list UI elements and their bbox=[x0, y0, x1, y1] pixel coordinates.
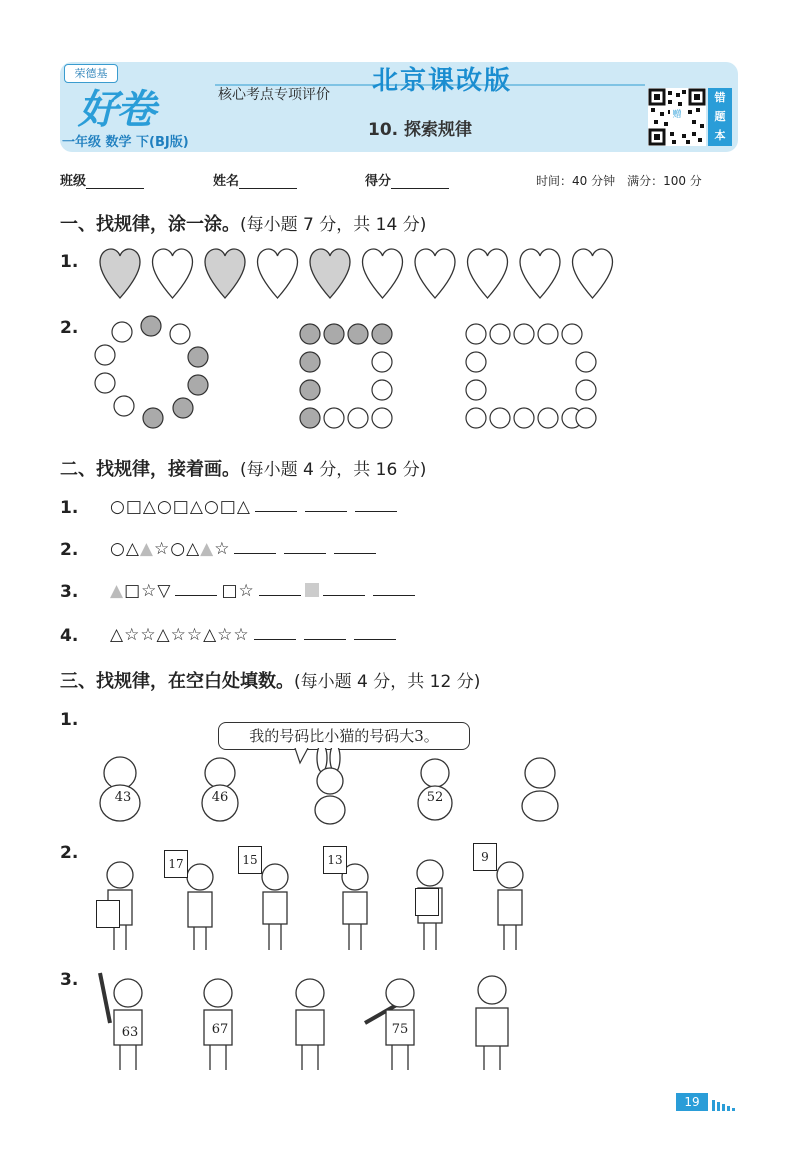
answer-blank[interactable] bbox=[304, 625, 346, 640]
answer-blank[interactable] bbox=[373, 581, 415, 596]
question-number: 3. bbox=[60, 582, 79, 602]
heart-icon[interactable] bbox=[573, 249, 613, 298]
section-1-points: (每小题 7 分，共 14 分) bbox=[240, 215, 427, 235]
player-number: 67 bbox=[211, 1022, 229, 1037]
decor-bar bbox=[712, 1100, 715, 1111]
question-number: 2. bbox=[60, 318, 79, 338]
bead[interactable] bbox=[372, 408, 392, 428]
bead[interactable] bbox=[466, 324, 486, 344]
question-number: 1. bbox=[60, 710, 79, 730]
bead[interactable] bbox=[112, 322, 132, 342]
kid-icon bbox=[497, 862, 523, 888]
unit-title: 10. 探索规律 bbox=[368, 120, 473, 140]
sequence-row-1 bbox=[110, 497, 401, 517]
bead-shapes bbox=[90, 310, 610, 435]
bead[interactable] bbox=[300, 408, 320, 428]
wrong-book-badge bbox=[708, 88, 732, 146]
bead[interactable] bbox=[466, 352, 486, 372]
bead[interactable] bbox=[538, 324, 558, 344]
logo: 好卷 bbox=[78, 86, 154, 133]
players-row bbox=[90, 968, 520, 1078]
sequence-symbols: ○△ bbox=[110, 539, 140, 559]
bead[interactable] bbox=[300, 352, 320, 372]
answer-blank[interactable] bbox=[175, 581, 217, 596]
hearts-row bbox=[96, 248, 626, 300]
sequence-symbols: △☆☆△☆☆△☆☆ bbox=[110, 625, 250, 645]
bead[interactable] bbox=[300, 380, 320, 400]
bead[interactable] bbox=[490, 408, 510, 428]
heart-icon[interactable] bbox=[415, 249, 455, 298]
number-card: 17 bbox=[164, 850, 188, 878]
bead[interactable] bbox=[95, 345, 115, 365]
number-card: 13 bbox=[323, 846, 347, 874]
player-icon bbox=[204, 979, 232, 1007]
answer-blank[interactable] bbox=[305, 497, 347, 512]
heart-icon[interactable] bbox=[205, 249, 245, 298]
bead[interactable] bbox=[372, 380, 392, 400]
class-field bbox=[60, 170, 144, 189]
decor-bar bbox=[727, 1106, 730, 1111]
answer-blank[interactable] bbox=[284, 539, 326, 554]
time-info: 时间：40 分钟 满分：100 分 bbox=[536, 174, 702, 188]
question-number: 1. bbox=[60, 498, 79, 518]
sequence-symbols: ○□△○□△○□△ bbox=[110, 497, 251, 517]
bead[interactable] bbox=[324, 408, 344, 428]
speech-bubble: 我的号码比小猫的号码大3。 bbox=[218, 722, 470, 750]
bead[interactable] bbox=[95, 373, 115, 393]
number-card: 9 bbox=[473, 843, 497, 871]
player-icon bbox=[386, 979, 414, 1007]
player-icon bbox=[478, 976, 506, 1004]
number-card[interactable] bbox=[415, 888, 439, 916]
gray-square-icon bbox=[305, 583, 319, 597]
bead[interactable] bbox=[466, 380, 486, 400]
answer-blank[interactable] bbox=[254, 625, 296, 640]
sequence-symbols: □☆▽ bbox=[124, 581, 172, 601]
question-number: 3. bbox=[60, 970, 79, 990]
rabbit-icon bbox=[317, 768, 343, 794]
bead[interactable] bbox=[170, 324, 190, 344]
bead[interactable] bbox=[324, 324, 344, 344]
gray-triangle-icon: ▲ bbox=[139, 539, 154, 559]
qr-code[interactable] bbox=[648, 88, 706, 146]
sequence-symbols: □☆ bbox=[221, 581, 255, 601]
bead[interactable] bbox=[188, 375, 208, 395]
heart-icon[interactable] bbox=[363, 249, 403, 298]
score-field bbox=[365, 170, 449, 189]
answer-blank[interactable] bbox=[323, 581, 365, 596]
bead[interactable] bbox=[514, 408, 534, 428]
bead[interactable] bbox=[490, 324, 510, 344]
bear-icon bbox=[525, 758, 555, 788]
sequence-symbols: ☆○△ bbox=[154, 539, 201, 559]
bead[interactable] bbox=[188, 347, 208, 367]
sequence-row-2 bbox=[110, 539, 380, 559]
question-number: 2. bbox=[60, 843, 79, 863]
bead[interactable] bbox=[372, 352, 392, 372]
bead[interactable] bbox=[141, 316, 161, 336]
bead[interactable] bbox=[143, 408, 163, 428]
decor-bar bbox=[732, 1108, 735, 1111]
animals-row bbox=[90, 748, 590, 828]
cat-icon bbox=[205, 758, 235, 788]
question-number: 4. bbox=[60, 626, 79, 646]
sequence-symbols: ☆ bbox=[214, 539, 231, 559]
kid-icon bbox=[187, 864, 213, 890]
number-card[interactable] bbox=[96, 900, 120, 928]
decor-bar bbox=[722, 1104, 725, 1111]
number-card: 15 bbox=[238, 846, 262, 874]
edition-title: 北京课改版 bbox=[372, 66, 513, 96]
section-1-heading bbox=[60, 210, 426, 236]
name-label: 姓名 bbox=[213, 174, 240, 189]
class-label: 班级 bbox=[60, 174, 87, 189]
heart-icon[interactable] bbox=[258, 249, 298, 298]
answer-blank[interactable] bbox=[259, 581, 301, 596]
section-3-title: 三、找规律，在空白处填数。 bbox=[60, 671, 294, 692]
bead[interactable] bbox=[348, 324, 368, 344]
decor-bar bbox=[717, 1102, 720, 1111]
section-3-heading bbox=[60, 667, 480, 693]
heart-icon[interactable] bbox=[310, 249, 350, 298]
gray-triangle-icon: ▲ bbox=[110, 581, 125, 601]
bead[interactable] bbox=[562, 324, 582, 344]
player-icon bbox=[114, 979, 142, 1007]
section-1-title: 一、找规律，涂一涂。 bbox=[60, 214, 240, 235]
section-2-title: 二、找规律，接着画。 bbox=[60, 459, 240, 480]
heart-icon[interactable] bbox=[468, 249, 508, 298]
heart-icon[interactable] bbox=[153, 249, 193, 298]
kid-icon bbox=[107, 862, 133, 888]
animal-number: 46 bbox=[211, 790, 229, 805]
animal-number: 43 bbox=[114, 790, 132, 805]
bead[interactable] bbox=[576, 408, 596, 428]
class-blank[interactable] bbox=[86, 188, 144, 189]
answer-blank[interactable] bbox=[355, 497, 397, 512]
sequence-row-3 bbox=[110, 581, 419, 601]
question-number: 1. bbox=[60, 252, 79, 272]
question-number: 2. bbox=[60, 540, 79, 560]
bead[interactable] bbox=[466, 408, 486, 428]
bead[interactable] bbox=[114, 396, 134, 416]
bead[interactable] bbox=[576, 380, 596, 400]
answer-blank[interactable] bbox=[255, 497, 297, 512]
wrong-book-char: 错 bbox=[714, 91, 726, 104]
series-title: 核心考点专项评价 bbox=[218, 87, 330, 103]
section-2-points: (每小题 4 分，共 16 分) bbox=[240, 460, 427, 480]
wrong-book-char: 本 bbox=[714, 129, 726, 142]
name-field bbox=[213, 170, 297, 189]
bead[interactable] bbox=[300, 324, 320, 344]
score-label: 得分 bbox=[365, 174, 392, 189]
monkey-icon bbox=[104, 757, 136, 789]
player-number: 63 bbox=[121, 1025, 139, 1040]
name-blank[interactable] bbox=[239, 188, 297, 189]
bead[interactable] bbox=[514, 324, 534, 344]
answer-blank[interactable] bbox=[354, 625, 396, 640]
player-icon bbox=[296, 979, 324, 1007]
page-number: 19 bbox=[676, 1093, 708, 1111]
answer-blank[interactable] bbox=[334, 539, 376, 554]
section-3-points: (每小题 4 分，共 12 分) bbox=[294, 672, 481, 692]
sequence-row-4 bbox=[110, 625, 400, 645]
qr-center-label: 赠 bbox=[670, 108, 684, 122]
score-blank[interactable] bbox=[391, 188, 449, 189]
bead[interactable] bbox=[576, 352, 596, 372]
wrong-book-char: 题 bbox=[714, 110, 726, 123]
kid-icon bbox=[262, 864, 288, 890]
brand-badge: 荣德基 bbox=[64, 64, 118, 83]
bead[interactable] bbox=[372, 324, 392, 344]
kid-icon bbox=[417, 860, 443, 886]
grade-label: 一年级 数学 下(BJ版) bbox=[62, 135, 189, 150]
bead[interactable] bbox=[348, 408, 368, 428]
animal-number: 52 bbox=[426, 790, 444, 805]
answer-blank[interactable] bbox=[234, 539, 276, 554]
heart-icon[interactable] bbox=[100, 249, 140, 298]
gray-triangle-icon: ▲ bbox=[200, 539, 215, 559]
section-2-heading bbox=[60, 455, 426, 481]
mouse-icon bbox=[421, 759, 449, 787]
player-number: 75 bbox=[391, 1022, 409, 1037]
heart-icon[interactable] bbox=[520, 249, 560, 298]
bead[interactable] bbox=[538, 408, 558, 428]
bead[interactable] bbox=[173, 398, 193, 418]
